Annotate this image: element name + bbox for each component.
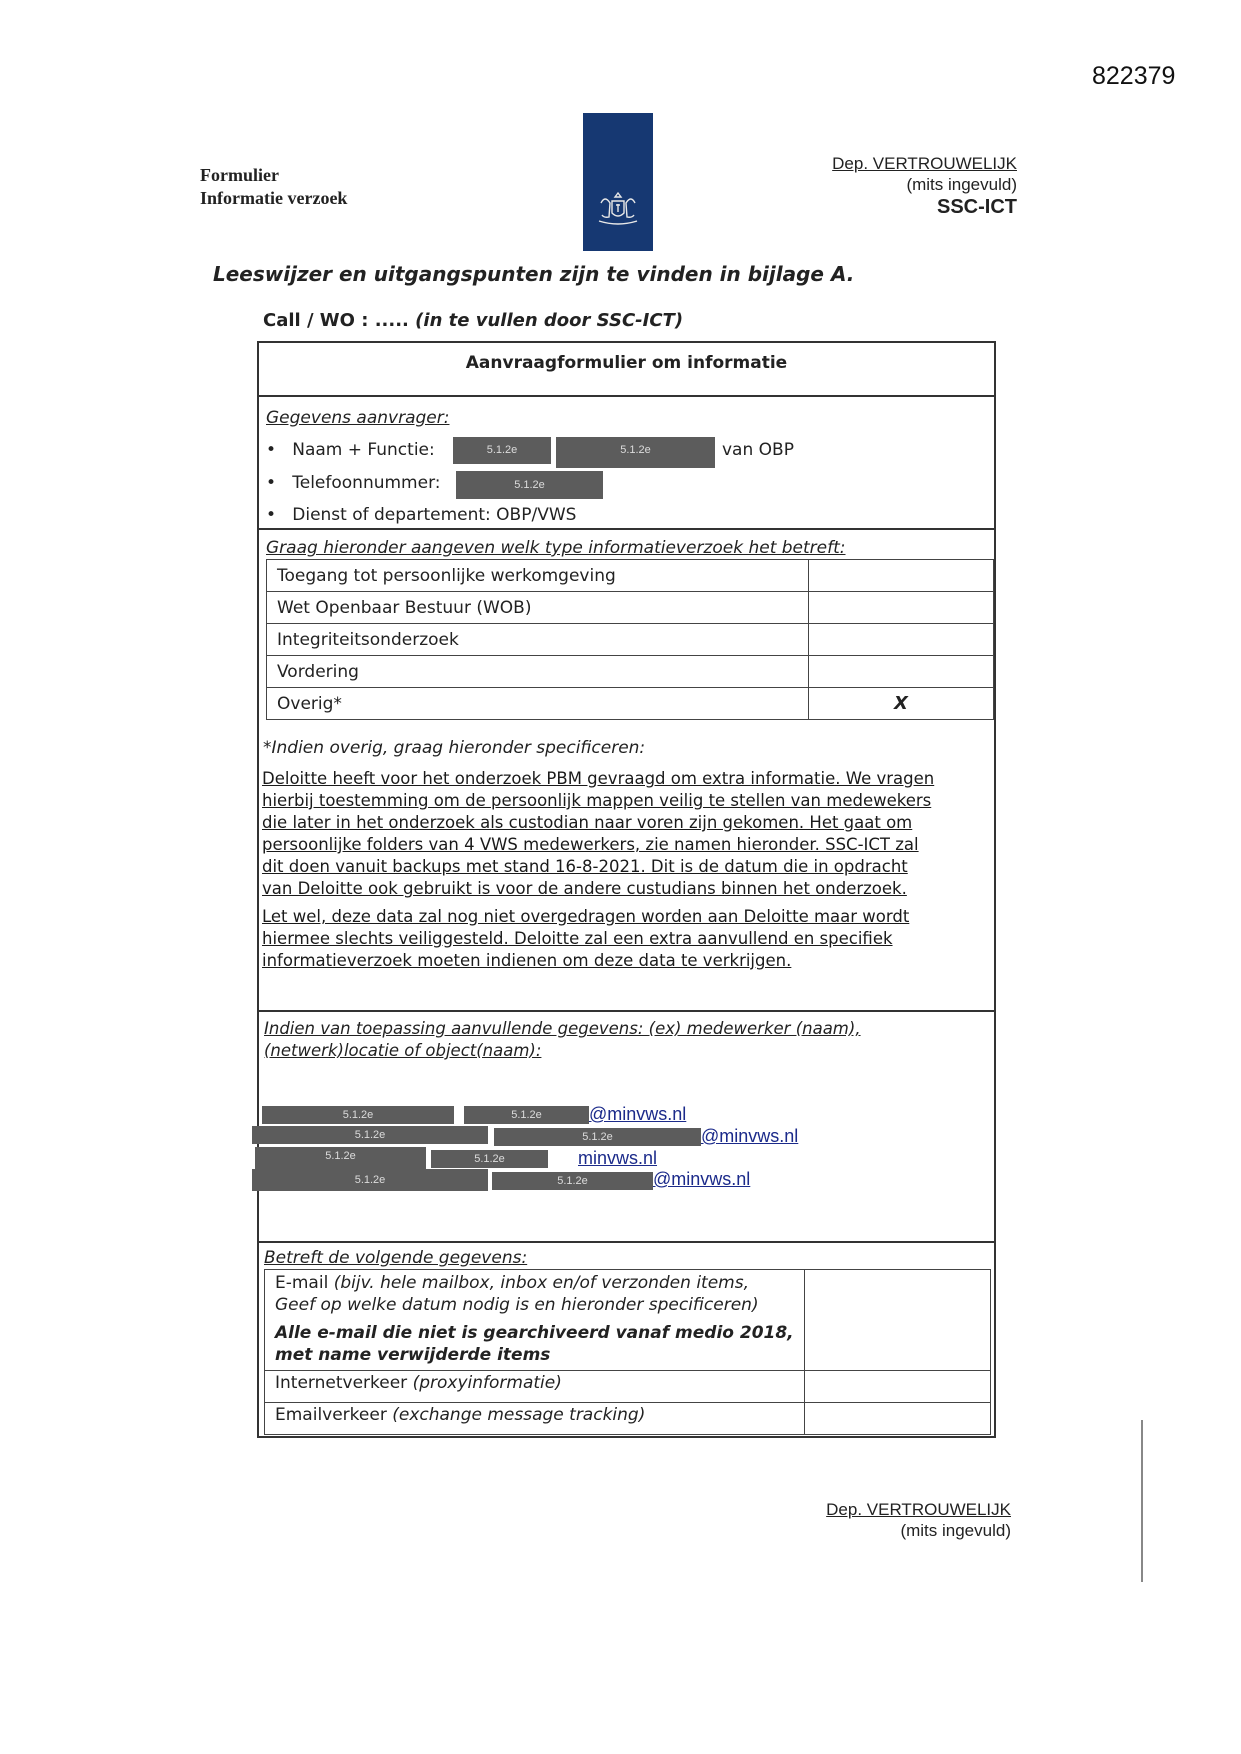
type-label: Toegang tot persoonlijke werkomgeving [267,560,809,592]
naam-functie-item [266,440,435,460]
table-row [265,1403,991,1435]
redaction-block: 5.1.2e [456,471,603,499]
table-row [267,624,994,656]
internet-checkbox[interactable] [805,1371,991,1403]
requester-heading: Gegevens aanvrager: [266,408,450,428]
email-specification: Alle e-mail die niet is gearchiveerd vanaf medio 2018, met name verwijderde items [275,1323,794,1365]
divider [259,1241,994,1243]
redaction-block: 5.1.2e [431,1150,548,1168]
redaction-block: 5.1.2e [453,437,551,464]
type-checkbox[interactable] [809,560,994,592]
classification-footer [826,1499,1011,1541]
bullet-icon: • [266,505,277,525]
footer-classification-line2: (mits ingevuld) [900,1521,1011,1540]
footer-classification-line1: Dep. VERTROUWELIJK [826,1500,1011,1519]
redaction-block: 5.1.2e [556,437,715,468]
email-address: @minvws.nl [701,1126,799,1146]
redaction-block: 5.1.2e [492,1172,653,1190]
dienst-item [266,505,576,525]
classification-line3: SSC-ICT [937,196,1017,218]
redaction-block: 5.1.2e [464,1106,589,1124]
redaction-block: 5.1.2e [252,1126,488,1144]
email-address: minvws.nl [578,1148,658,1168]
type-checkbox[interactable] [809,592,994,624]
bullet-icon: • [266,473,277,493]
redaction-block: 5.1.2e [494,1128,701,1146]
form-title-line1: Formulier [200,165,279,185]
emailtraffic-checkbox[interactable] [805,1403,991,1435]
naam-functie-label: Naam + Functie: [292,440,435,460]
redaction-block: 5.1.2e [262,1106,454,1124]
divider [259,395,994,397]
divider [259,528,994,530]
form-title-line2: Informatie verzoek [200,188,348,208]
emailtraffic-note: (exchange message tracking) [392,1405,646,1425]
call-wo-line [263,310,683,331]
coat-of-arms-icon [595,191,641,227]
telefoon-item [266,473,441,493]
internet-label: Internetverkeer [275,1373,408,1393]
internet-cell [265,1371,805,1403]
type-label: Overig* [267,688,809,720]
data-heading: Betreft de volgende gegevens: [264,1248,528,1268]
type-label: Vordering [267,656,809,688]
emailtraffic-cell [265,1403,805,1435]
type-label: Wet Openbaar Bestuur (WOB) [267,592,809,624]
request-type-table [266,559,994,720]
redaction-block: 5.1.2e [255,1147,426,1169]
document-number: 822379 [1092,62,1176,90]
telefoon-label: Telefoonnummer: [292,473,441,493]
bullet-icon: • [266,440,277,460]
internet-note: (proxyinformatie) [412,1373,562,1393]
email-note-2: Geef op welke datum nodig is en hieronder specificeren) [275,1295,759,1315]
email-checkbox[interactable] [805,1270,991,1371]
email-label: E-mail [275,1273,329,1293]
divider [259,1010,994,1012]
call-wo-note: (in te vullen door SSC-ICT) [415,310,684,331]
redaction-block: 5.1.2e [252,1169,488,1191]
call-wo-label: Call / WO : ..... [263,310,409,331]
table-row [265,1270,991,1371]
request-type-heading: Graag hieronder aangeven welk type informatieverzoek het betreft: [266,538,846,558]
classification-line1: Dep. VERTROUWELIJK [832,154,1017,173]
type-checkbox[interactable] [809,624,994,656]
form-title [200,164,347,210]
table-row [267,688,994,720]
naam-functie-suffix: van OBP [722,440,794,460]
specification-paragraph-1: Deloitte heeft voor het onderzoek PBM gevraagd om extra informatie. We vragen hierbij toestemming om de persoonlijk mappen veilig te stellen van medewekers die later in het onderzoek als custodian naar voren zijn gekomen. Het gaat om persoonlijke folders van 4 VWS medewerkers, zie namen hieronder. SSC-ICT zal dit doen vanuit backups met stand 16-8-2021. Dit is de datum die in opdracht van Deloitte ook gebruikt is voor de andere custudians binnen het onderzoek. [262,769,935,898]
overig-note: *Indien overig, graag hieronder specificeren: [263,738,646,758]
classification-line2: (mits ingevuld) [906,175,1017,194]
table-row [267,656,994,688]
dienst-label: Dienst of departement: OBP/VWS [292,505,577,525]
form-section-title: Aanvraagformulier om informatie [465,353,788,373]
email-address: @minvws.nl [653,1169,751,1189]
additional-heading-line1: Indien van toepassing aanvullende gegevens: (ex) medewerker (naam), [264,1019,861,1038]
email-note-1: (bijv. hele mailbox, inbox en/of verzonden items, [333,1273,749,1293]
type-checkbox[interactable] [809,656,994,688]
table-row [267,560,994,592]
email-cell [265,1270,805,1371]
type-label: Integriteitsonderzoek [267,624,809,656]
government-logo [583,113,653,251]
additional-heading-line2: (netwerk)locatie of object(naam): [264,1041,542,1060]
classification-header [832,153,1017,219]
leeswijzer-note: Leeswijzer en uitgangspunten zijn te vinden in bijlage A. [213,262,855,286]
table-row [267,592,994,624]
data-table [264,1269,991,1435]
scan-edge-line [1141,1420,1143,1582]
table-row [265,1371,991,1403]
type-checkbox-checked[interactable]: X [809,688,994,720]
emailtraffic-label: Emailverkeer [275,1405,387,1425]
specification-paragraph-2: Let wel, deze data zal nog niet overgedragen worden aan Deloitte maar wordt hiermee slechts veiliggesteld. Deloitte zal een extra aanvullend en specifiek informatieverzoek moeten indienen om deze data te verkrijgen. [262,907,910,970]
additional-heading [264,1018,861,1062]
email-address: @minvws.nl [589,1104,687,1124]
email-description [275,1272,794,1294]
